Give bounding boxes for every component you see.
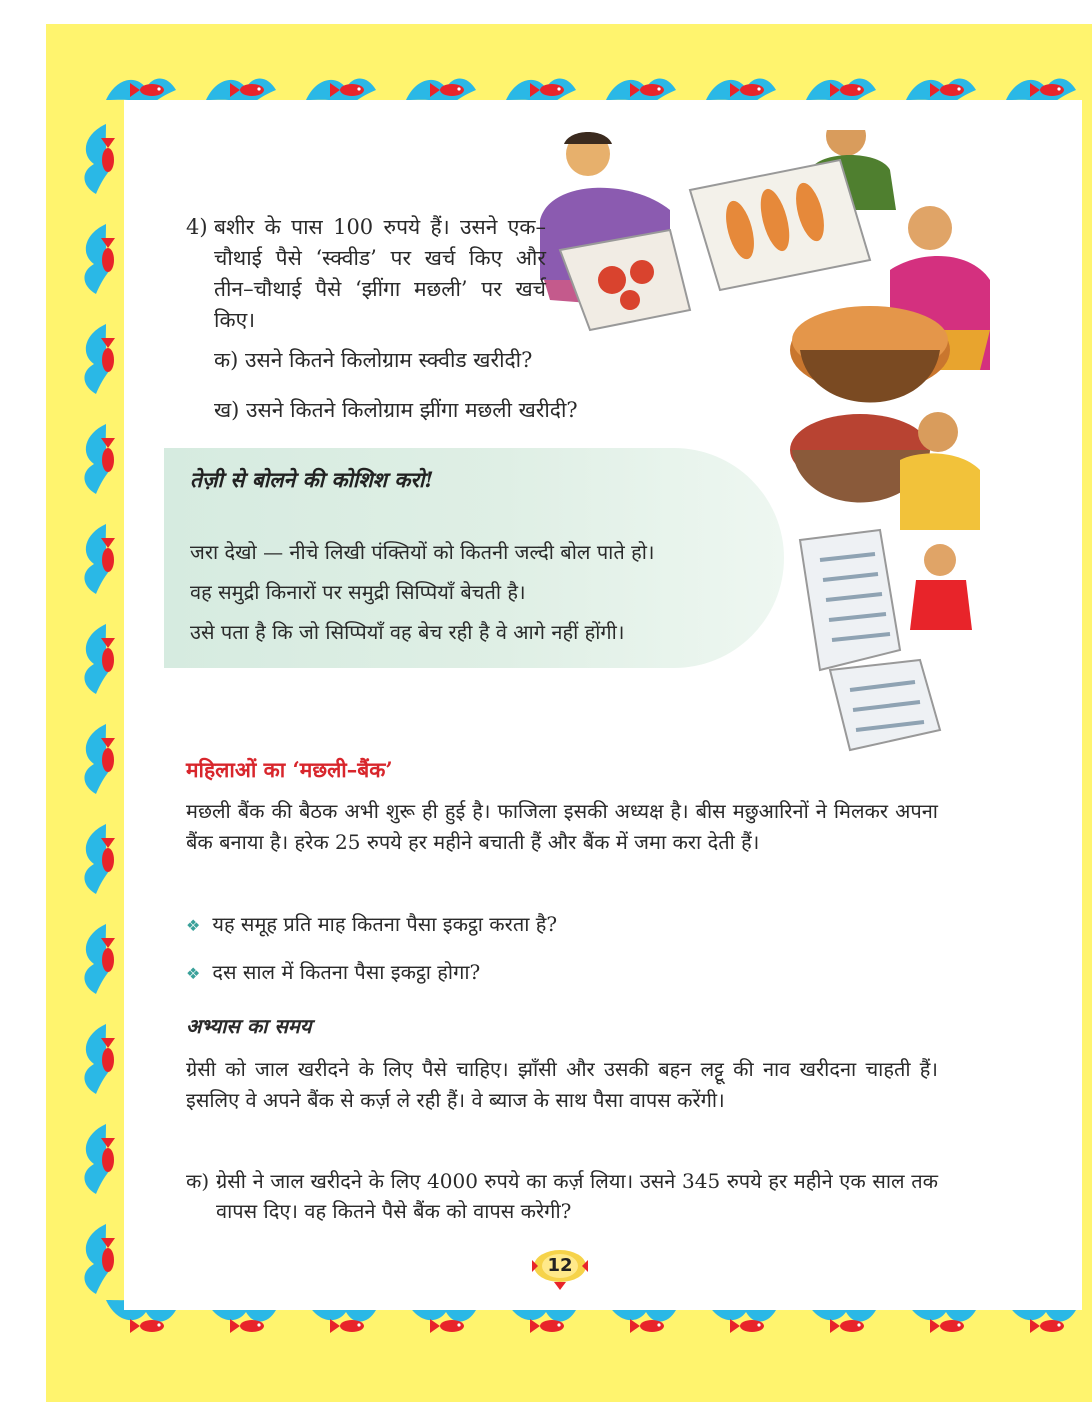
practice-heading: अभ्यास का समय [186,1014,312,1038]
question-text: ग्रेसी ने जाल खरीदने के लिए 4000 रुपये का कर्ज़ लिया। उसने 345 रुपये हर महीने एक साल तक वापस दिए। वह कितने पैसे बैंक को वापस करेगी? [216,1169,938,1223]
fish-bank-paragraph: मछली बैंक की बैठक अभी शुरू ही हुई है। फाजिला इसकी अध्यक्ष है। बीस मछुआरिनों ने मिलकर अपना बैंक बनाया है। हरेक 25 रुपये हर महीने बचाती हैं और बैंक में जमा करा देती हैं। [186,799,938,854]
bullet-item: ❖ यह समूह प्रति माह कितना पैसा इकट्ठा करता है? [186,912,558,936]
bullet-diamond-icon: ❖ [186,964,201,983]
tongue-twister-line: वह समुद्री किनारों पर समुद्री सिप्पियाँ बेचती है। [190,580,526,604]
question-4-part-a: क) उसने कितने किलोग्राम स्क्वीड खरीदी? [214,348,533,372]
tongue-twister-line: उसे पता है कि जो सिप्पियाँ वह बेच रही है वे आगे नहीं होंगी। [190,620,625,644]
practice-paragraph: ग्रेसी को जाल खरीदने के लिए पैसे चाहिए। झाँसी और उसकी बहन लट्टू की नाव खरीदना चाहती हैं। इसलिए वे अपने बैंक से कर्ज़ ले रही हैं। वे ब्याज के साथ पैसा वापस करेंगी। [186,1057,938,1112]
tongue-twister-line: जरा देखो — नीचे लिखी पंक्तियों को कितनी जल्दी बोल पाते हो। [190,540,655,564]
practice-question [186,1166,938,1226]
tongue-twister-title: तेज़ी से बोलने की कोशिश करो! [190,467,434,492]
question-number: 4) [186,215,208,239]
page-number: 12 [547,1255,573,1276]
question-4 [186,212,546,336]
question-label: क) [186,1169,210,1193]
page-number-badge [532,1246,588,1290]
bullet-item: ❖ दस साल में कितना पैसा इकट्ठा होगा? [186,960,481,984]
question-text: बशीर के पास 100 रुपये हैं। उसने एक–चौथाई पैसे ‘स्क्वीड’ पर खर्च किए और तीन–चौथाई पैसे ‘झींगा मछली’ पर खर्च किए। [214,215,546,332]
bullet-diamond-icon: ❖ [186,916,201,935]
question-4-part-b: ख) उसने कितने किलोग्राम झींगा मछली खरीदी? [214,398,578,422]
section-heading: महिलाओं का ‘मछली–बैंक’ [186,757,393,782]
